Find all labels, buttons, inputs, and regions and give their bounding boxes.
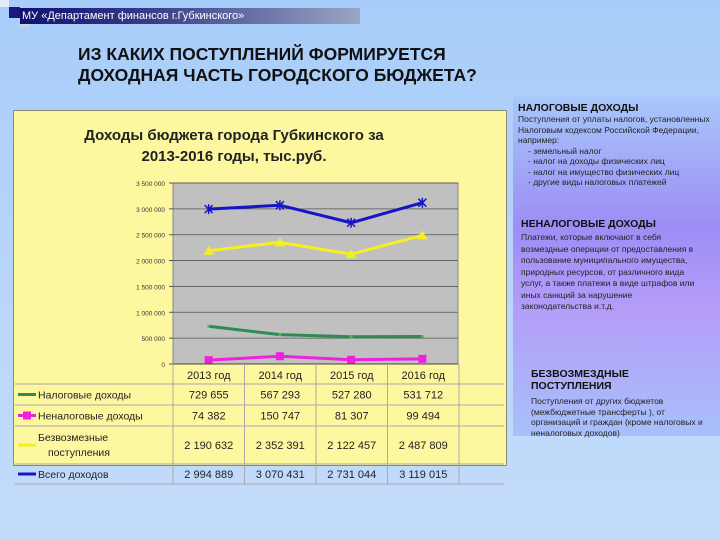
data-label: 2 122 457 <box>327 440 377 452</box>
decor-square <box>9 7 20 18</box>
data-label: 3 070 431 <box>255 469 305 481</box>
list-item: - налог на имущество физических лиц <box>528 166 680 177</box>
category-label: 2013 год <box>186 370 231 382</box>
data-label: 729 655 <box>188 389 229 402</box>
y-tick-label: 500 000 <box>141 336 165 344</box>
data-label: 2 994 889 <box>184 469 234 481</box>
data-point <box>278 333 281 336</box>
title-line: ИЗ КАКИХ ПОСТУПЛЕНИЙ ФОРМИРУЕТСЯ <box>78 44 446 64</box>
section-heading: БЕЗВОЗМЕЗДНЫЕ ПОСТУПЛЕНИЯ <box>531 368 629 392</box>
data-label: 3 119 015 <box>399 469 448 481</box>
list-item: - земельный налог <box>528 145 602 156</box>
org-name: МУ «Департамент финансов г.Губкинского» <box>22 10 245 22</box>
section-nontax <box>521 218 701 313</box>
section-heading: НЕНАЛОГОВЫЕ ДОХОДЫ <box>521 218 656 230</box>
y-tick-label: 1 500 000 <box>136 284 165 292</box>
info-panel <box>513 96 720 436</box>
data-label: 527 280 <box>331 389 372 402</box>
y-tick-label: 3 500 000 <box>136 181 165 188</box>
title-line: ДОХОДНАЯ ЧАСТЬ ГОРОДСКОГО БЮДЖЕТА? <box>78 65 477 85</box>
data-label: 567 293 <box>260 389 301 402</box>
category-label: 2016 год <box>401 370 446 382</box>
data-label: 81 307 <box>334 410 369 423</box>
data-label: 150 747 <box>260 410 301 423</box>
header-bar <box>20 8 360 24</box>
data-point <box>421 335 424 338</box>
section-list <box>518 146 718 188</box>
data-point <box>350 335 353 338</box>
y-tick-label: 1 000 000 <box>136 310 165 318</box>
section-text: Поступления от уплаты налогов, установленных Налоговым кодексом Российской Федерации, например: <box>518 114 710 145</box>
list-item: - другие виды налоговых платежей <box>528 177 667 187</box>
data-label: 74 382 <box>191 410 226 423</box>
decor-square <box>0 0 9 7</box>
data-point <box>418 355 426 363</box>
data-label: 531 712 <box>403 389 444 402</box>
data-point <box>205 356 213 364</box>
data-point <box>276 352 284 360</box>
legend-label: Неналоговые доходы <box>38 410 143 423</box>
chart-svg <box>14 111 508 481</box>
legend-marker <box>23 412 31 420</box>
category-label: 2015 год <box>329 370 374 382</box>
data-point <box>207 325 210 328</box>
y-tick-label: 2 000 000 <box>136 258 165 266</box>
legend-label: поступления <box>48 447 110 459</box>
section-text: Поступления от других бюджетов (межбюджетные трансферты ), от организаций и граждан (кроме налоговых и неналоговых доходов) <box>531 396 703 438</box>
legend-label: Всего доходов <box>38 469 109 481</box>
chart <box>13 110 507 481</box>
data-label: 2 487 809 <box>398 440 448 452</box>
section-heading: НАЛОГОВЫЕ ДОХОДЫ <box>518 102 639 114</box>
section-tax <box>518 102 718 188</box>
y-tick-label: 0 <box>161 362 165 369</box>
data-point <box>347 356 355 364</box>
section-gratuitous <box>531 368 716 438</box>
legend-label: Налоговые доходы <box>38 389 132 402</box>
data-label: 2 190 632 <box>184 440 234 452</box>
data-label: 99 494 <box>406 410 441 423</box>
chart-title: Доходы бюджета города Губкинского за 2013-2016 годы, тыс.руб. <box>84 127 384 165</box>
legend-label: Безвозмезные <box>38 432 109 444</box>
data-label: 2 352 391 <box>255 440 305 452</box>
list-item: - налог на доходы физических лиц <box>528 156 665 166</box>
y-tick-label: 3 000 000 <box>136 206 165 214</box>
page-title <box>78 44 477 86</box>
category-label: 2014 год <box>258 370 303 382</box>
y-tick-label: 2 500 000 <box>136 232 165 240</box>
section-text: Платежи, которые включают в себя возмездные операции от предоставления в пользование муниципального имущества, природных ресурсов, от различного вида услуг, а также платежи в виде штрафов или иных санкций за нарушение законодательства и.т.д. <box>521 232 695 311</box>
data-label: 2 731 044 <box>327 469 377 481</box>
